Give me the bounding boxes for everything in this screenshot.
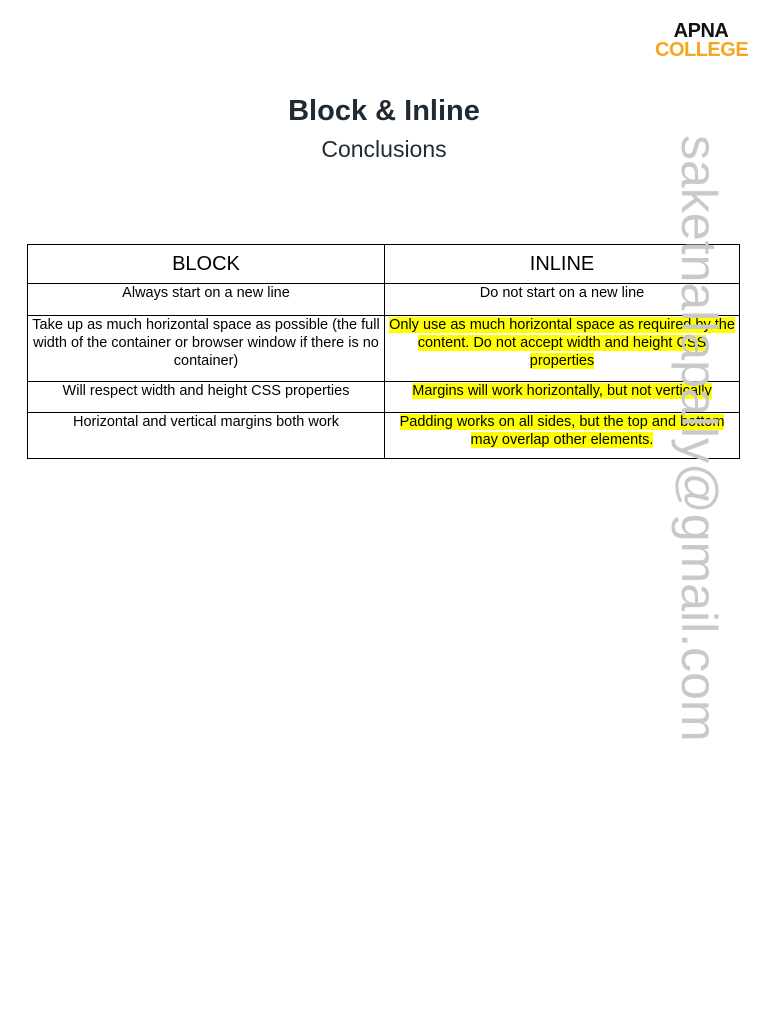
logo-line-apna: APNA: [673, 20, 729, 42]
block-cell: [28, 284, 385, 316]
block-cell-text: Horizontal and vertical margins both work: [73, 414, 339, 430]
inline-cell-text: Do not start on a new line: [479, 285, 645, 301]
inline-cell: [385, 382, 740, 413]
apna-college-logo: [655, 22, 747, 60]
page-title: Block & Inline: [288, 95, 480, 127]
block-cell-text: Will respect width and height CSS properties: [62, 383, 350, 399]
table-row: [28, 413, 740, 459]
table-row: [28, 316, 740, 382]
table-header-row: [28, 245, 740, 284]
header-inline: INLINE: [385, 245, 740, 284]
slide-header: [0, 92, 768, 164]
block-cell: [28, 413, 385, 459]
block-cell: [28, 382, 385, 413]
header-block: BLOCK: [28, 245, 385, 284]
inline-cell-text: Only use as much horizontal space as required by the content. Do not accept width and height CSS properties: [389, 317, 735, 369]
inline-cell: [385, 284, 740, 316]
inline-cell: [385, 413, 740, 459]
comparison-table: [27, 244, 740, 459]
block-cell-text: Always start on a new line: [122, 285, 290, 301]
page-subtitle: Conclusions: [321, 136, 447, 162]
email-watermark: saketnallapally@gmail.com: [671, 135, 727, 742]
table-row: [28, 382, 740, 413]
logo-line-college: COLLEGE: [655, 39, 749, 61]
inline-cell-text: Margins will work horizontally, but not vertically: [412, 383, 712, 399]
inline-cell-text: Padding works on all sides, but the top and bottom may overlap other elements.: [399, 414, 725, 448]
table-row: [28, 284, 740, 316]
block-cell: [28, 316, 385, 382]
inline-cell: [385, 316, 740, 382]
block-cell-text: Take up as much horizontal space as possible (the full width of the container or browser window if there is no container): [32, 317, 380, 369]
